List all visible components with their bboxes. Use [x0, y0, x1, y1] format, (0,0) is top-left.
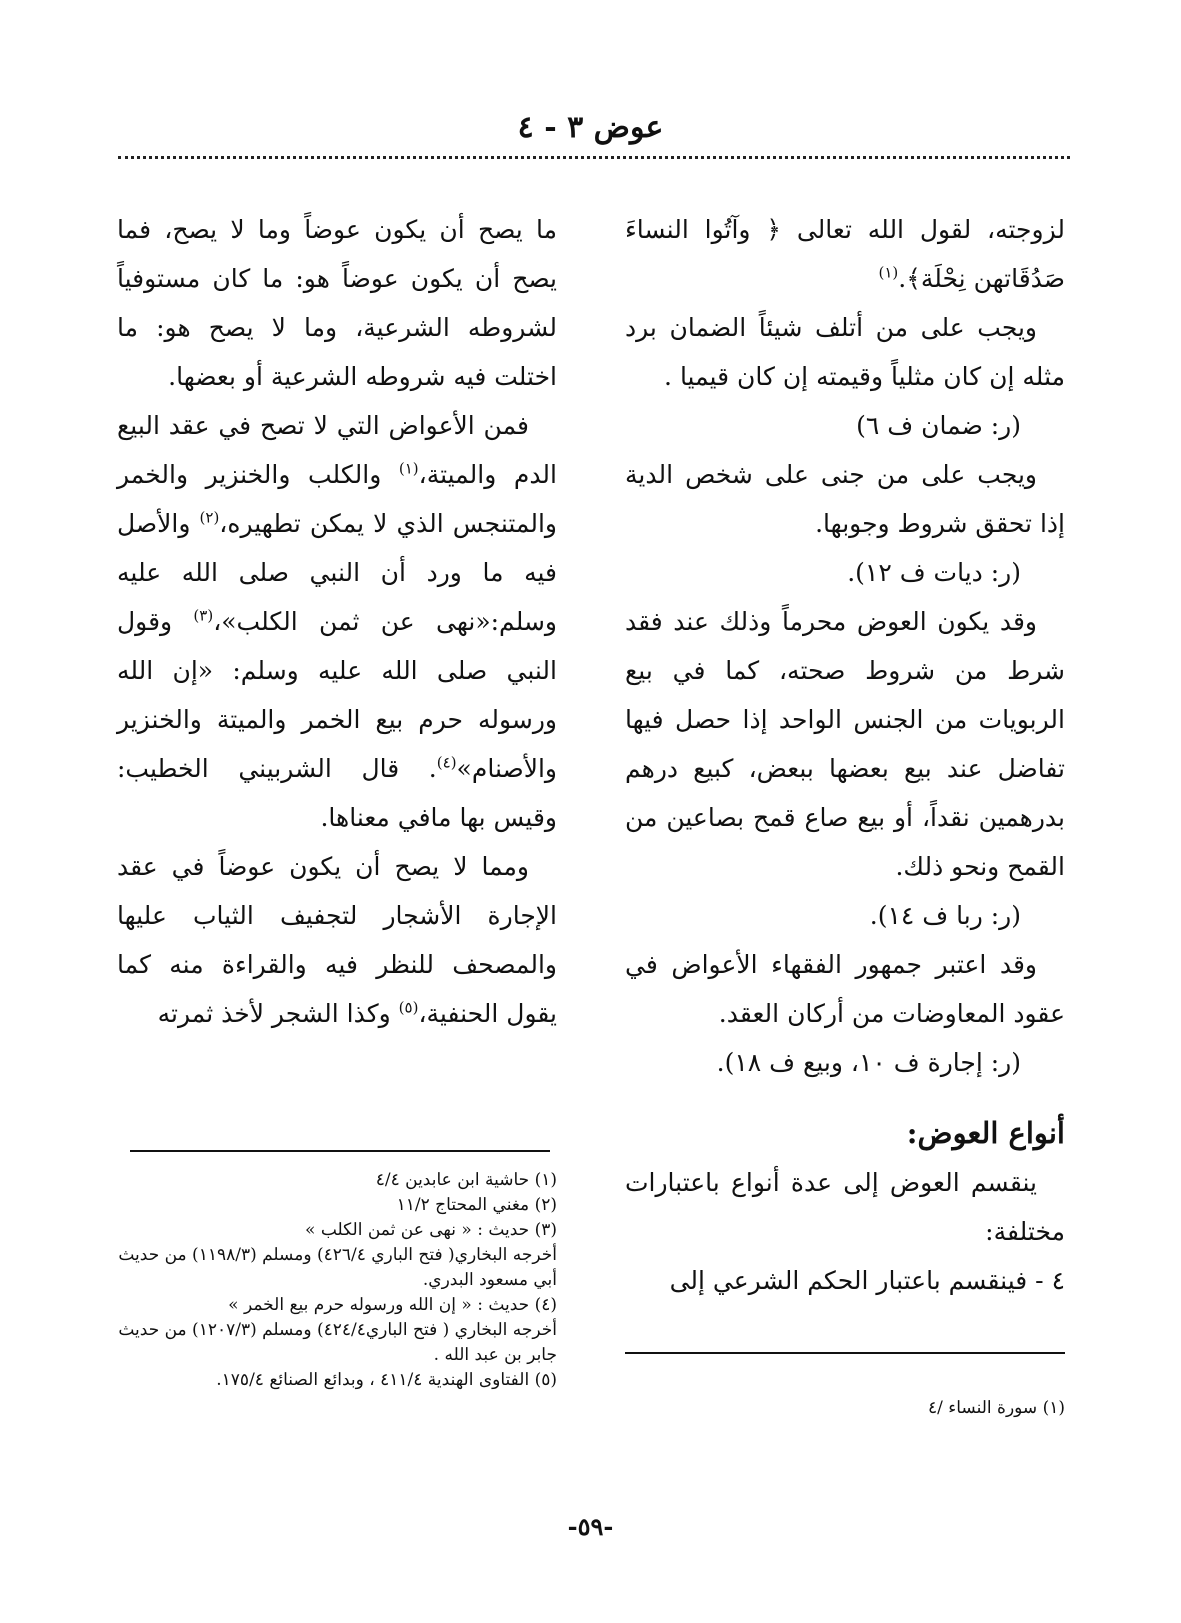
footnotes-right [625, 1396, 1065, 1421]
footnote: (٤) حديث : « إن الله ورسوله حرم بيع الخمر » [228, 1295, 557, 1315]
cross-reference: (ر: ربا ف ١٤). [869, 901, 1021, 930]
right-column [625, 205, 1065, 1305]
cross-reference: (ر: إجارة ف ١٠، وبيع ف ١٨). [716, 1048, 1021, 1077]
footnote-detail: أخرجه البخاري( فتح الباري ٤٢٦/٤) ومسلم (١١٩٨/٣) من حديث أبي مسعود البدري. [118, 1245, 557, 1290]
paragraph-text: . قال الشربيني الخطيب: وقيس بها مافي معناها. [117, 754, 557, 832]
numbered-paragraph: ٤ - فينقسم باعتبار الحكم الشرعي إلى [669, 1266, 1065, 1295]
footnote-marker: (٤) [436, 753, 457, 772]
paragraph [117, 842, 557, 1038]
left-column [117, 205, 557, 1038]
paragraph-text: وقول النبي صلى الله عليه وسلم: «إن الله ورسوله حرم بيع الخمر والميتة والخنزير والأصنام» [117, 607, 557, 783]
page-number: -٥٩- [567, 1512, 614, 1541]
cross-reference: (ر: ضمان ف ٦) [856, 411, 1021, 440]
paragraph: ما يصح أن يكون عوضاً وما لا يصح، فما يصح أن يكون عوضاً هو: ما كان مستوفياً لشروطه الشرعية، وما لا يصح هو: ما اختلت فيه شروطه الشرعية أو بعضها. [117, 215, 557, 391]
paragraph: وقد اعتبر جمهور الفقهاء الأعواض في عقود المعاوضات من أركان العقد. [625, 950, 1065, 1028]
paragraph: ويجب على من جنى على شخص الدية إذا تحقق شروط وجوبها. [625, 460, 1065, 538]
paragraph [625, 205, 1065, 303]
footnote: (١) حاشية ابن عابدين ٤/٤ [375, 1170, 557, 1190]
paragraph-text: والأصل فيه ما ورد أن النبي صلى الله عليه وسلم:«نهى عن ثمن الكلب»، [117, 509, 557, 636]
footnote: (٢) مغني المحتاج ١١/٢ [396, 1195, 557, 1215]
footnote-separator-right [625, 1352, 1065, 1354]
footnote-separator-left [130, 1150, 550, 1152]
footnote-marker: (٢) [199, 508, 220, 527]
paragraph: وقد يكون العوض محرماً وذلك عند فقد شرط من شروط صحته، كما في بيع الربويات من الجنس الواحد إذا حصل فيها تفاضل عند بيع بعضها ببعض، كبيع درهم بدرهمين نقداً، أو بيع صاع قمح بصاعين من القمح ونحو ذلك. [625, 607, 1065, 881]
footnote: (١) سورة النساء /٤ [927, 1398, 1065, 1418]
footnote-marker: (١) [398, 459, 419, 478]
paragraph: ينقسم العوض إلى عدة أنواع باعتبارات مختلفة: [625, 1168, 1065, 1246]
paragraph [117, 401, 557, 842]
paragraph-text: والكلب والخنزير والخمر والمتنجس الذي لا يمكن تطهيره، [117, 460, 557, 538]
footnote-marker: (٣) [193, 606, 214, 625]
paragraph-text: لزوجته، لقول الله تعالى ﴿ وآتُوا النساءَ صَدُقَاتهن نِحْلَة﴾. [625, 215, 1065, 293]
footnote-marker: (٥) [398, 998, 419, 1017]
paragraph-text: فمن الأعواض التي لا تصح في عقد البيع الدم والميتة، [117, 411, 557, 489]
footnotes-left [117, 1168, 557, 1393]
header-dotted-rule [118, 156, 1070, 159]
paragraph: ويجب على من أتلف شيئاً الضمان برد مثله إن كان مثلياً وقيمته إن كان قيميا . [625, 313, 1065, 391]
footnote: (٥) الفتاوى الهندية ٤١١/٤ ، وبدائع الصنائع ١٧٥/٤. [216, 1370, 557, 1390]
cross-reference: (ر: ديات ف ١٢). [847, 558, 1021, 587]
footnote-detail: أخرجه البخاري ( فتح الباري٤٢٤/٤) ومسلم (١٢٠٧/٣) من حديث جابر بن عبد الله . [118, 1320, 557, 1365]
running-header: عوض ٣ - ٤ [517, 110, 664, 145]
footnote: (٣) حديث : « نهى عن ثمن الكلب » [305, 1220, 557, 1240]
section-heading: أنواع العوض: [906, 1116, 1065, 1150]
paragraph-text: ومما لا يصح أن يكون عوضاً في عقد الإجارة الأشجار لتجفيف الثياب عليها والمصحف للنظر فيه والقراءة منه كما يقول الحنفية، [117, 852, 557, 1028]
paragraph-text: وكذا الشجر لأخذ ثمرته [157, 999, 399, 1028]
footnote-marker: (١) [878, 263, 899, 282]
